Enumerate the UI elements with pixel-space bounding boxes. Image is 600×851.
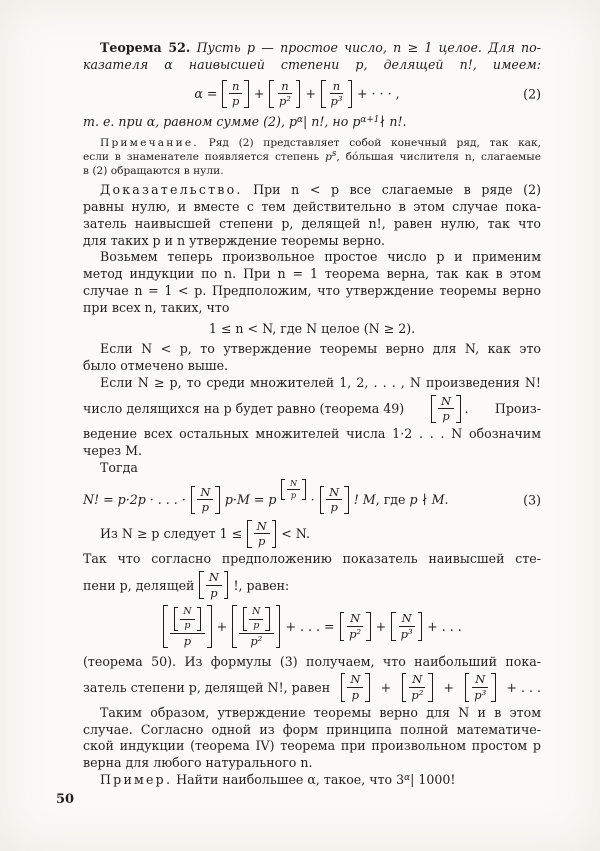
superscript: α xyxy=(404,772,411,783)
numerator: N xyxy=(287,479,300,490)
induction-line-2: метод индукции по n. При n = 1 теорема верна, так как в этом xyxy=(83,266,541,282)
note-label: Примечание. xyxy=(100,136,199,149)
page-content xyxy=(83,40,541,789)
denominator: p xyxy=(258,534,266,549)
text-segment: . xyxy=(464,401,469,417)
numerator: N xyxy=(399,612,415,627)
numerator: N xyxy=(180,607,194,619)
theorem-line-2: казателя α наивысшей степени p, делящей n!, имеем: xyxy=(83,56,541,72)
bracket-fraction xyxy=(174,607,201,631)
bracket-fraction xyxy=(391,612,422,640)
math-token: + xyxy=(380,680,392,696)
text-segment: Произ- xyxy=(494,401,541,417)
text-segment: Ряд (2) представляет собой конечный ряд, так как, xyxy=(208,136,541,149)
superscript: α+1 xyxy=(360,114,380,125)
math-token: p xyxy=(325,150,332,163)
numerator: N xyxy=(472,673,488,688)
example-line xyxy=(83,772,541,789)
numerator: N xyxy=(249,607,263,619)
text-segment: где xyxy=(383,492,406,508)
bracket-fraction xyxy=(320,486,349,514)
math-token: p xyxy=(352,113,361,129)
condition-line: 1 ≤ n < N, где N целое (N ≥ 2). xyxy=(208,320,416,336)
numerator: N xyxy=(347,673,363,688)
page-number: 50 xyxy=(56,792,75,807)
fraction xyxy=(347,673,363,701)
final-line-2: случае. Согласно одной из форм принципа полной математиче- xyxy=(83,721,541,737)
denominator: p³ xyxy=(400,626,413,641)
fraction xyxy=(328,80,346,108)
denominator: p xyxy=(183,634,192,649)
fraction xyxy=(438,395,454,423)
fraction xyxy=(249,607,263,631)
fraction xyxy=(170,605,205,648)
fraction xyxy=(398,612,416,640)
bracket-fraction xyxy=(243,607,270,631)
numerator: N xyxy=(409,673,425,688)
fraction-with-period xyxy=(430,395,468,423)
proof-label: Доказательство. xyxy=(100,182,243,198)
denominator: p xyxy=(184,619,191,631)
fraction xyxy=(326,486,342,514)
note-block xyxy=(83,136,541,179)
caseA-line-1: Если N < p, то утверждение теоремы верно для N, как это xyxy=(100,341,541,357)
denominator: p xyxy=(210,585,218,600)
text-segment: < N. xyxy=(281,526,311,542)
caseB-line-4: через M. xyxy=(83,442,143,458)
sogl-line-1: Так что согласно предположению показатель наивысшей сте- xyxy=(83,551,541,567)
math-token: + . . . = xyxy=(285,618,335,634)
bracket-fraction xyxy=(431,395,460,423)
fraction xyxy=(408,673,426,701)
equation-3 xyxy=(83,477,541,515)
numerator: N xyxy=(254,520,270,535)
fraction xyxy=(180,607,194,631)
fraction xyxy=(197,486,213,514)
numerator: n xyxy=(229,80,242,95)
text-segment: Из N ≥ p следует 1 ≤ xyxy=(100,526,243,542)
equation-number: (3) xyxy=(523,492,541,508)
caseB-line-2 xyxy=(83,395,541,423)
bracket-fraction-nested xyxy=(232,605,280,648)
numerator: N xyxy=(438,395,454,410)
togda-line: Тогда xyxy=(100,459,138,475)
fraction xyxy=(276,80,294,108)
denominator: p xyxy=(290,489,297,500)
tie-line xyxy=(83,114,541,131)
bracket-fraction xyxy=(247,520,276,548)
induction-line-3: случае n = 1 < p. Предположим, что утверждение теоремы верно xyxy=(83,283,541,299)
math-token: + xyxy=(253,86,265,102)
denominator: p xyxy=(201,500,210,515)
math-token: + . . . xyxy=(506,680,541,696)
caseB-line-3: ведение всех остальных множителей числа 1·2 . . . N обозначим xyxy=(83,426,541,442)
theorem-text: Пусть p — простое число, n ≥ 1 целое. Для по- xyxy=(196,40,542,55)
math-token: p·M = p xyxy=(224,492,277,508)
equation-2 xyxy=(83,80,541,108)
fraction xyxy=(287,479,300,500)
denominator: p² xyxy=(411,688,424,703)
bracket-fraction xyxy=(340,612,371,640)
superscript: α xyxy=(297,114,303,125)
numerator: N xyxy=(197,486,213,501)
proof-line-4: для таких p и n утверждение теоремы верно. xyxy=(83,232,386,248)
numerator xyxy=(170,605,205,634)
fraction xyxy=(346,612,364,640)
math-token: + xyxy=(305,86,317,102)
text-segment: | 1000! xyxy=(410,771,456,787)
denominator: p xyxy=(330,500,338,515)
numerator: n xyxy=(278,80,291,95)
bracket-fraction xyxy=(199,571,228,599)
final-line-3: ской индукции (теорема IV) теорема при произвольном простом p xyxy=(83,738,541,754)
note-line-2 xyxy=(83,150,541,164)
bracket-fraction xyxy=(191,486,220,514)
note-line-1 xyxy=(83,136,541,150)
t50-line-2 xyxy=(83,673,541,701)
denominator: p³ xyxy=(330,94,343,109)
text-segment: число делящихся на p будет равно (теорема 49) xyxy=(83,401,405,417)
text-segment: затель степени p, делящей N!, равен xyxy=(83,680,331,696)
math-token: 3 xyxy=(396,771,405,787)
fraction xyxy=(471,673,489,701)
bracket-fraction xyxy=(465,673,496,701)
text-segment: если в знаменателе появляется степень xyxy=(83,150,320,163)
numerator: N xyxy=(347,612,363,627)
math-token: + xyxy=(443,680,455,696)
fraction xyxy=(229,80,242,108)
induction-line-1: Возьмем теперь произвольное простое число p и применим xyxy=(100,249,541,265)
text-segment: пени p, делящей xyxy=(83,577,195,593)
numerator: N xyxy=(206,571,222,586)
denominator: p² xyxy=(250,634,263,649)
bracket-fraction xyxy=(281,479,305,500)
note-line-3: в (2) обращаются в нули. xyxy=(83,165,224,178)
proof-line-1 xyxy=(83,182,541,199)
example-label: Пример. xyxy=(100,771,173,787)
denominator: p xyxy=(351,688,360,703)
text-segment: , бо́льшая числителя n, слагаемые xyxy=(336,150,542,163)
iz-line xyxy=(83,520,541,548)
bracket-fraction xyxy=(269,80,300,108)
induction-line-4: при всех n, таких, что xyxy=(83,299,230,315)
fraction xyxy=(254,520,270,548)
bracket-fraction-nested xyxy=(163,605,211,648)
math-token: N! = p·2p · . . . · xyxy=(83,492,186,508)
numerator: N xyxy=(326,486,342,501)
t50-line-1: (теорема 50). Из формулы (3) получаем, что наибольший пока- xyxy=(83,653,541,669)
final-line-4: верна для любого натурального n. xyxy=(83,755,313,771)
nested-equation xyxy=(83,605,541,648)
math-token: + . . . xyxy=(427,618,462,634)
theorem-line-1 xyxy=(83,40,541,57)
math-token: + · · · , xyxy=(357,86,400,102)
bracket-fraction xyxy=(222,80,248,108)
sogl-line-2 xyxy=(83,571,541,599)
text-segment: !, равен: xyxy=(233,577,290,593)
bracket-fraction xyxy=(321,80,352,108)
numerator xyxy=(239,605,274,634)
math-token: + xyxy=(216,618,228,634)
final-line-1: Таким образом, утверждение теоремы верно для N и в этом xyxy=(100,704,541,720)
caseB-line-1: Если N ≥ p, то среди множителей 1, 2, . . . , N произведения N! xyxy=(100,375,541,391)
math-token: p xyxy=(288,113,298,129)
proof-line-2: равны нулю, и вместе с тем действительно в этом случае пока- xyxy=(83,199,541,215)
numerator: n xyxy=(330,80,343,95)
denominator: p xyxy=(253,619,260,631)
bracket-fraction xyxy=(341,673,370,701)
denominator: p³ xyxy=(474,688,487,703)
text-segment: Найти наибольшее α, такое, что xyxy=(176,771,393,787)
caseA-line-2: было отмечено выше. xyxy=(83,358,229,374)
math-token: · xyxy=(310,492,315,508)
theorem-label: Теорема 52. xyxy=(100,40,191,55)
text-segment: При n < p все слагаемые в ряде (2) xyxy=(253,182,541,198)
fraction xyxy=(206,571,222,599)
denominator: p² xyxy=(349,626,362,641)
text-segment: ∤ n!. xyxy=(379,113,407,129)
text-segment: | n!, но xyxy=(303,113,349,129)
exponent-bracket-fraction xyxy=(280,479,306,500)
math-token: p ∤ M. xyxy=(409,492,449,508)
math-token: + xyxy=(375,618,387,634)
proof-line-3: затель наивысшей степени p, делящей n!, равен нулю, так что xyxy=(83,215,541,231)
denominator: p xyxy=(442,409,450,424)
text-segment: т. е. при α, равном сумме (2), xyxy=(83,113,285,129)
denominator: p² xyxy=(278,94,291,109)
superscript: s xyxy=(331,148,337,159)
denominator: p xyxy=(232,94,240,109)
math-token: ! M, xyxy=(353,492,380,508)
bracket-fraction xyxy=(402,673,433,701)
equation-number: (2) xyxy=(523,86,541,102)
fraction xyxy=(239,605,274,648)
math-token: α = xyxy=(194,86,218,102)
